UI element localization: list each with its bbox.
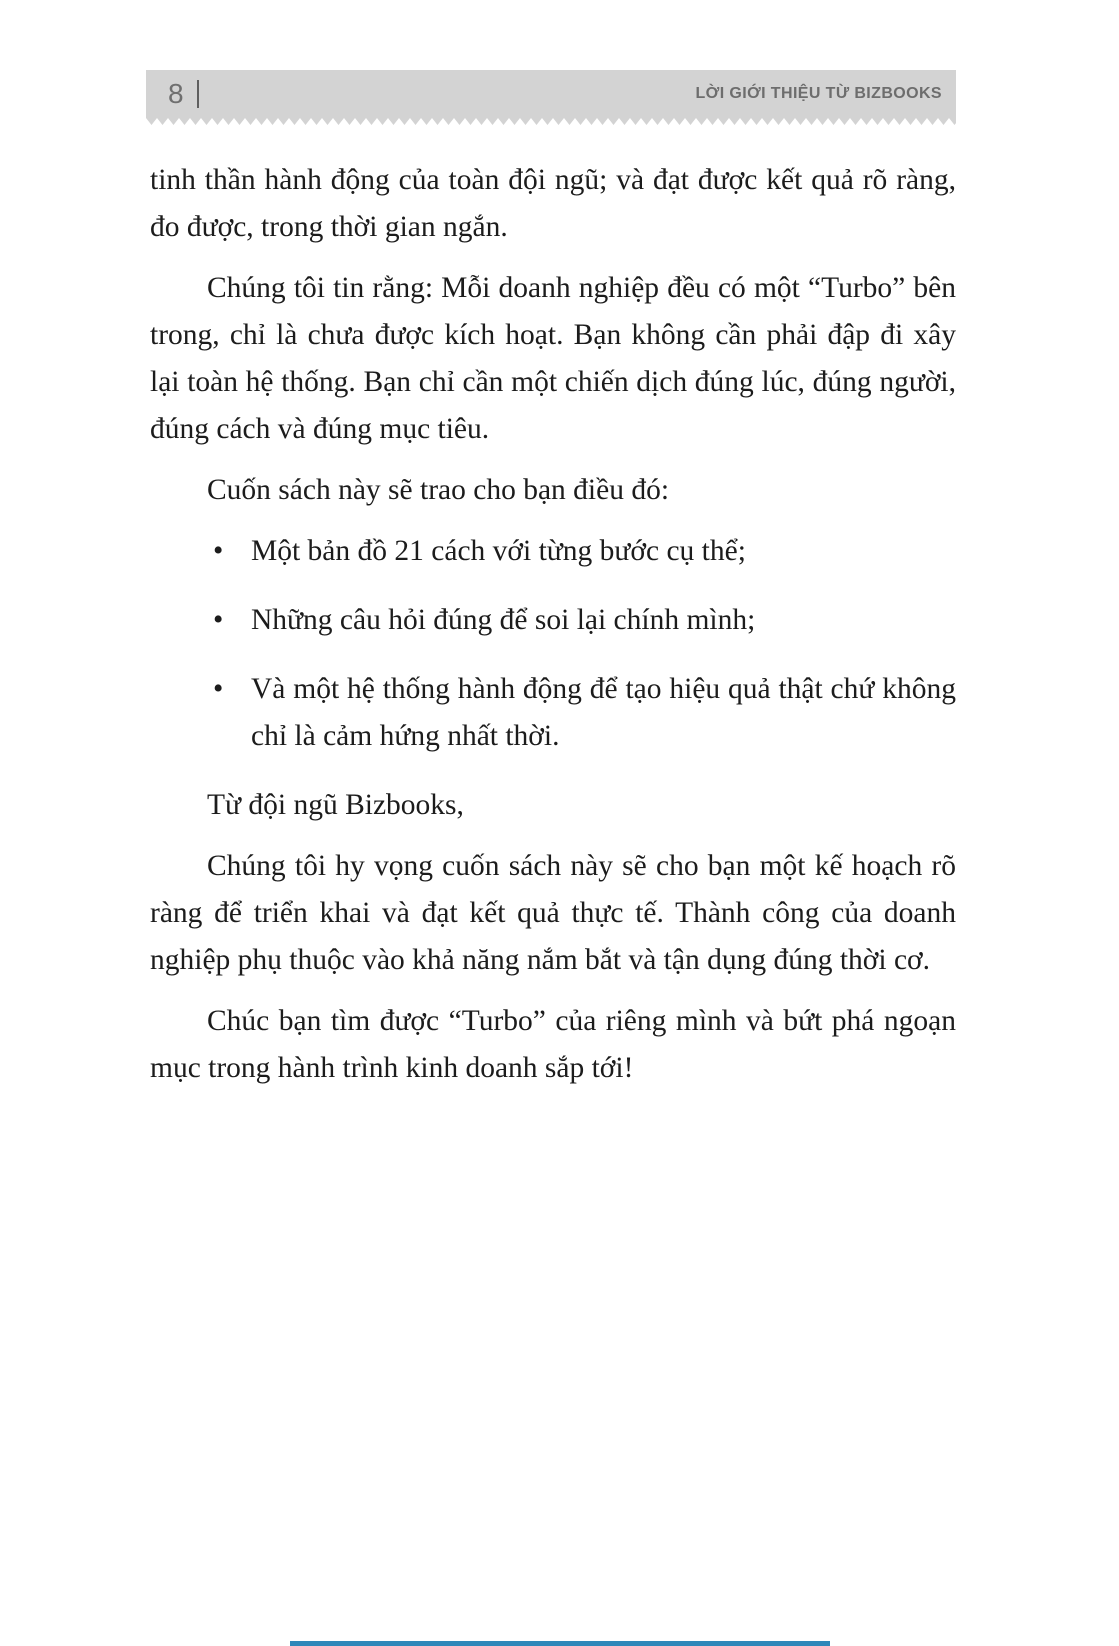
bullet-list [150, 528, 956, 760]
bullet-text: Một bản đồ 21 cách với từng bước cụ thể; [251, 535, 746, 567]
page-number-group [168, 80, 199, 108]
running-header-title: LỜI GIỚI THIỆU TỪ BIZBOOKS [695, 85, 942, 102]
paragraph: Chúc bạn tìm được “Turbo” của riêng mình và bứt phá ngoạn mục trong hành trình kinh doanh sắp tới! [150, 1005, 956, 1084]
bullet-text: Và một hệ thống hành động để tạo hiệu quả thật chứ không chỉ là cảm hứng nhất thời. [251, 673, 956, 752]
bullet-item [150, 666, 956, 760]
header-zigzag-edge [146, 118, 956, 125]
page-number-divider [197, 80, 199, 108]
bullet-text: Những câu hỏi đúng để soi lại chính mình; [251, 604, 756, 636]
bottom-accent-bar [290, 1641, 830, 1646]
bullet-icon: • [213, 673, 224, 705]
body-text [150, 157, 956, 1106]
page-number: 8 [168, 78, 184, 109]
bullet-item [150, 528, 956, 575]
paragraph-continuation: tinh thần hành động của toàn đội ngũ; và đạt được kết quả rõ ràng, đo được, trong thời gian ngắn. [150, 164, 956, 243]
bullet-icon: • [213, 604, 224, 636]
paragraph: Cuốn sách này sẽ trao cho bạn điều đó: [207, 474, 670, 506]
bullet-icon: • [213, 535, 224, 567]
paragraph: Chúng tôi tin rằng: Mỗi doanh nghiệp đều có một “Turbo” bên trong, chỉ là chưa được kích hoạt. Bạn không cần phải đập đi xây lại toàn hệ thống. Bạn chỉ cần một chiến dịch đúng lúc, đúng người, đúng cách và đúng mục tiêu. [150, 272, 956, 445]
page-header-band [146, 70, 956, 118]
paragraph: Chúng tôi hy vọng cuốn sách này sẽ cho bạn một kế hoạch rõ ràng để triển khai và đạt kết quả thực tế. Thành công của doanh nghiệp phụ thuộc vào khả năng nắm bắt và tận dụng đúng thời cơ. [150, 850, 956, 976]
bullet-item [150, 597, 956, 644]
paragraph: Từ đội ngũ Bizbooks, [207, 789, 464, 821]
